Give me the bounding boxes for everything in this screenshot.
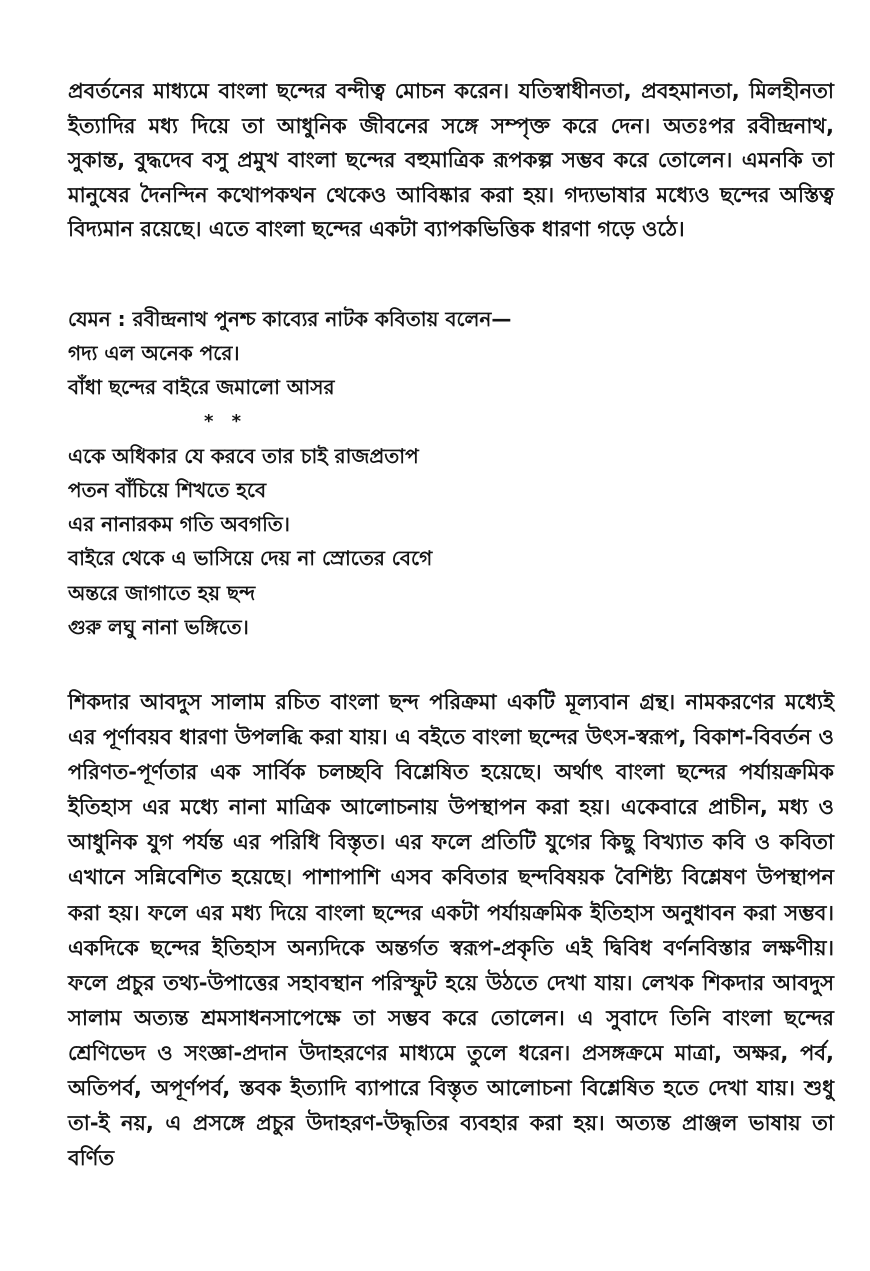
paragraph-intro: প্রবর্তনের মাধ্যমে বাংলা ছন্দের বন্দীত্ব মোচন করেন। যতিস্বাধীনতা, প্রবহমানতা, মিলহীনতা ইত্যাদির মধ্য দিয়ে তা আধুনিক জীবনের সঙ্গে সম্পৃক্ত করে দেন। অতঃপর রবীন্দ্রনাথ, সুকান্ত, বুদ্ধদেব বসু প্রমুখ বাংলা ছন্দের বহুমাত্রিক রূপকল্প সম্ভব করে তোলেন। এমনকি তা মানুষের দৈনন্দিন কথোপকথন থেকেও আবিষ্কার করা হয়। গদ্যভাষার মধ্যেও ছন্দের অস্তিত্ব বিদ্যমান রয়েছে। এতে বাংলা ছন্দের একটা ব্যাপকভিত্তিক ধারণা গড়ে ওঠে।	[68, 79, 834, 242]
paragraph-book-review: শিকদার আবদুস সালাম রচিত বাংলা ছন্দ পরিক্রমা একটি মূল্যবান গ্রন্থ। নামকরণের মধ্যেই এর পূর্ণাবয়ব ধারণা উপলব্ধি করা যায়। এ বইতে বাংলা ছন্দের উৎস-স্বরূপ, বিকাশ-বিবর্তন ও পরিণত-পূর্ণতার এক সার্বিক চলচ্ছবি বিশ্লেষিত হয়েছে। অর্থাৎ বাংলা ছন্দের পর্যায়ক্রমিক ইতিহাস এর মধ্যে নানা মাত্রিক আলোচনায় উপস্থাপন করা হয়। একেবারে প্রাচীন, মধ্য ও আধুনিক যুগ পর্যন্ত এর পরিধি বিস্তৃত। এর ফলে প্রতিটি যুগের কিছু বিখ্যাত কবি ও কবিতা এখানে সন্নিবেশিত হয়েছে। পাশাপাশি এসব কবিতার ছন্দবিষয়ক বৈশিষ্ট্য বিশ্লেষণ উপস্থাপন করা হয়। ফলে এর মধ্য দিয়ে বাংলা ছন্দের একটা পর্যায়ক্রমিক ইতিহাস অনুধাবন করা সম্ভব। একদিকে ছন্দের ইতিহাস অন্যদিকে অন্তর্গত স্বরূপ-প্রকৃতি এই দ্বিবিধ বর্ণনবিস্তার লক্ষণীয়। ফলে প্রচুর তথ্য-উপাত্তের সহাবস্থান পরিস্ফুট হয়ে উঠতে দেখা যায়। লেখক শিকদার আবদুস সালাম অত্যন্ত শ্রমসাধনসাপেক্ষে তা সম্ভব করে তোলেন। এ সুবাদে তিনি বাংলা ছন্দের শ্রেণিভেদ ও সংজ্ঞা-প্রদান উদাহরণের মাধ্যমে তুলে ধরেন। প্রসঙ্গক্রমে মাত্রা, অক্ষর, পর্ব, অতিপর্ব, অপূর্ণপর্ব, স্তবক ইত্যাদি ব্যাপারে বিস্তৃত আলোচনা বিশ্লেষিত হতে দেখা যায়। শুধু তা-ই নয়, এ প্রসঙ্গে প্রচুর উদাহরণ-উদ্ধৃতির ব্যবহার করা হয়। অত্যন্ত প্রাঞ্জল ভাষায় তা বর্ণিত	[68, 690, 834, 1171]
poem-line: পতন বাঁচিয়ে শিখতে হবে	[68, 478, 267, 503]
poem-line: বাইরে থেকে এ ভাসিয়ে দেয় না স্রোতের বেগে	[68, 546, 433, 571]
poem-line: গদ্য এল অনেক পরে।	[68, 341, 240, 366]
poem-line: অন্তরে জাগাতে হয় ছন্দ	[68, 580, 256, 605]
poem-line: একে অধিকার যে করবে তার চাই রাজপ্রতাপ	[68, 443, 419, 468]
poem-line: গুরু লঘু নানা ভঙ্গিতে।	[68, 614, 249, 639]
poem-intro-line: যেমন : রবীন্দ্রনাথ পুনশ্চ কাব্যের নাটক কবিতায় বলেন—	[68, 307, 512, 331]
poem-block	[68, 302, 834, 644]
poem-line: বাঁধা ছন্দের বাইরে জমালো আসর	[68, 375, 335, 400]
poem-line: এর নানারকম গতি অবগতি।	[68, 512, 290, 537]
poem-separator: * *	[204, 410, 248, 432]
